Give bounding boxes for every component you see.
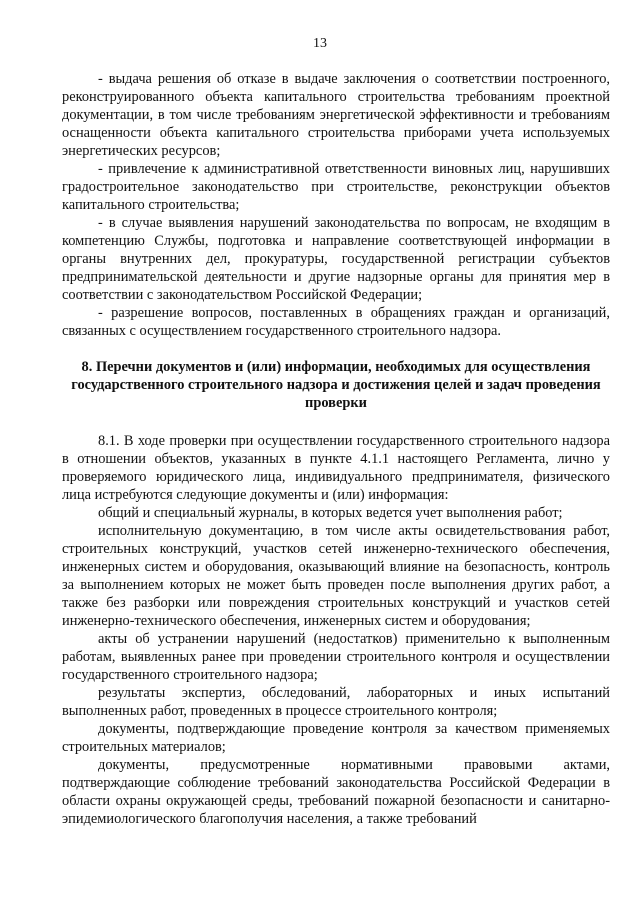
- document-body: [62, 70, 610, 828]
- page-number: 13: [313, 36, 327, 51]
- section-heading: 8. Перечни документов и (или) информации, необходимых для осуществления государственного строительного надзора и достижения целей и задач проведения проверки: [71, 359, 601, 411]
- paragraph: документы, предусмотренные нормативными правовыми актами, подтверждающие соблюдение требований законодательства Российской Федерации в области охраны окружающей среды, требований пожарной безопасности и санитарно-эпидемиологического благополучия населения, а также требований: [62, 757, 610, 827]
- paragraph: - в случае выявления нарушений законодательства по вопросам, не входящим в компетенцию Службы, подготовка и направление соответствующей информации в органы внутренних дел, прокуратуры, государственной регистрации субъектов предпринимательской деятельности и другие надзорные органы для принятия мер в соответствии с законодательством Российской Федерации;: [62, 215, 610, 303]
- paragraph: результаты экспертиз, обследований, лабораторных и иных испытаний выполненных работ, проведенных в процессе строительного контроля;: [62, 685, 610, 719]
- paragraph: - разрешение вопросов, поставленных в обращениях граждан и организаций, связанных с осуществлением государственного строительного надзора.: [62, 305, 610, 339]
- paragraph: - привлечение к административной ответственности виновных лиц, нарушивших градостроительное законодательство при строительстве, реконструкции объектов капитального строительства;: [62, 161, 610, 213]
- paragraph: документы, подтверждающие проведение контроля за качеством применяемых строительных материалов;: [62, 721, 610, 755]
- paragraph: общий и специальный журналы, в которых ведется учет выполнения работ;: [98, 505, 563, 521]
- paragraph: - выдача решения об отказе в выдаче заключения о соответствии построенного, реконструированного объекта капитального строительства требованиям проектной документации, в том числе требованиям энергетической эффективности и требованиям оснащенности объекта капитального строительства приборами учета используемых энергетических ресурсов;: [62, 71, 610, 159]
- paragraph: 8.1. В ходе проверки при осуществлении государственного строительного надзора в отношении объектов, указанных в пункте 4.1.1 настоящего Регламента, лично у проверяемого юридического лица, индивидуального предпринимателя, физического лица истребуются следующие документы и (или) информация:: [62, 433, 610, 503]
- paragraph: исполнительную документацию, в том числе акты освидетельствования работ, строительных конструкций, участков сетей инженерно-технического обеспечения, инженерных систем и оборудования, оказывающий влияние на безопасность, контроль за выполнением которых не может быть проведен после выполнения других работ, а также без разборки или повреждения строительных конструкций и участков сетей инженерно-технического обеспечения, инженерных систем и оборудования;: [62, 523, 610, 629]
- paragraph: акты об устранении нарушений (недостатков) применительно к выполненным работам, выявленных ранее при проведении строительного контроля и осуществлении государственного строительного надзора;: [62, 631, 610, 683]
